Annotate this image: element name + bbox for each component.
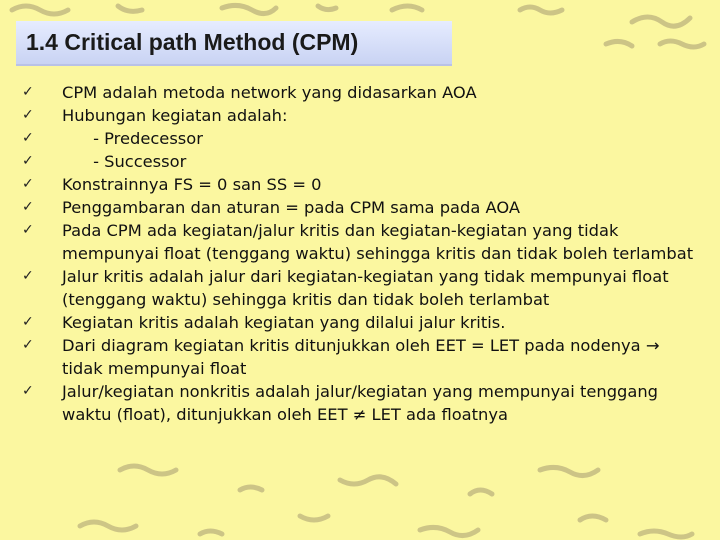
bullet-item xyxy=(10,311,710,334)
check-icon: ✓ xyxy=(22,268,34,284)
bullet-text: Jalur kritis adalah jalur dari kegiatan-kegiatan yang tidak mempunyai float (tenggang waktu) sehingga kritis dan tidak boleh terlambat xyxy=(62,267,674,309)
bullet-text: - Predecessor xyxy=(62,129,203,148)
bullet-text: Dari diagram kegiatan kritis ditunjukkan oleh EET = LET pada nodenya → tidak mempunyai float xyxy=(62,336,665,378)
check-icon: ✓ xyxy=(22,222,34,238)
bullet-text: - Successor xyxy=(62,152,187,171)
slide-title: 1.4 Critical path Method (CPM) xyxy=(26,29,359,55)
bullet-item xyxy=(10,334,710,380)
bullet-item xyxy=(10,127,710,150)
bullet-item xyxy=(10,219,710,265)
title-box xyxy=(16,21,452,66)
check-icon: ✓ xyxy=(22,314,34,330)
bullet-list xyxy=(10,81,710,426)
bullet-text: Pada CPM ada kegiatan/jalur kritis dan kegiatan-kegiatan yang tidak mempunyai float (tenggang waktu) sehingga kritis dan tidak boleh terlambat xyxy=(62,221,694,263)
bullet-item xyxy=(10,173,710,196)
check-icon: ✓ xyxy=(22,383,34,399)
bullet-text: Kegiatan kritis adalah kegiatan yang dilalui jalur kritis. xyxy=(62,313,506,332)
bullet-item xyxy=(10,196,710,219)
check-icon: ✓ xyxy=(22,107,34,123)
check-icon: ✓ xyxy=(22,130,34,146)
check-icon: ✓ xyxy=(22,176,34,192)
bullet-item xyxy=(10,380,710,426)
bullet-text: Penggambaran dan aturan = pada CPM sama pada AOA xyxy=(62,198,521,217)
bullet-text: Hubungan kegiatan adalah: xyxy=(62,106,288,125)
check-icon: ✓ xyxy=(22,337,34,353)
check-icon: ✓ xyxy=(22,199,34,215)
bullet-item xyxy=(10,150,710,173)
check-icon: ✓ xyxy=(22,153,34,169)
bullet-item xyxy=(10,81,710,104)
bullet-text: CPM adalah metoda network yang didasarkan AOA xyxy=(62,83,477,102)
bullet-item xyxy=(10,104,710,127)
bullet-text: Jalur/kegiatan nonkritis adalah jalur/kegiatan yang mempunyai tenggang waktu (float), ditunjukkan oleh EET ≠ LET ada floatnya xyxy=(62,382,664,424)
bullet-item xyxy=(10,265,710,311)
bullet-text: Konstrainnya FS = 0 san SS = 0 xyxy=(62,175,322,194)
check-icon: ✓ xyxy=(22,84,34,100)
